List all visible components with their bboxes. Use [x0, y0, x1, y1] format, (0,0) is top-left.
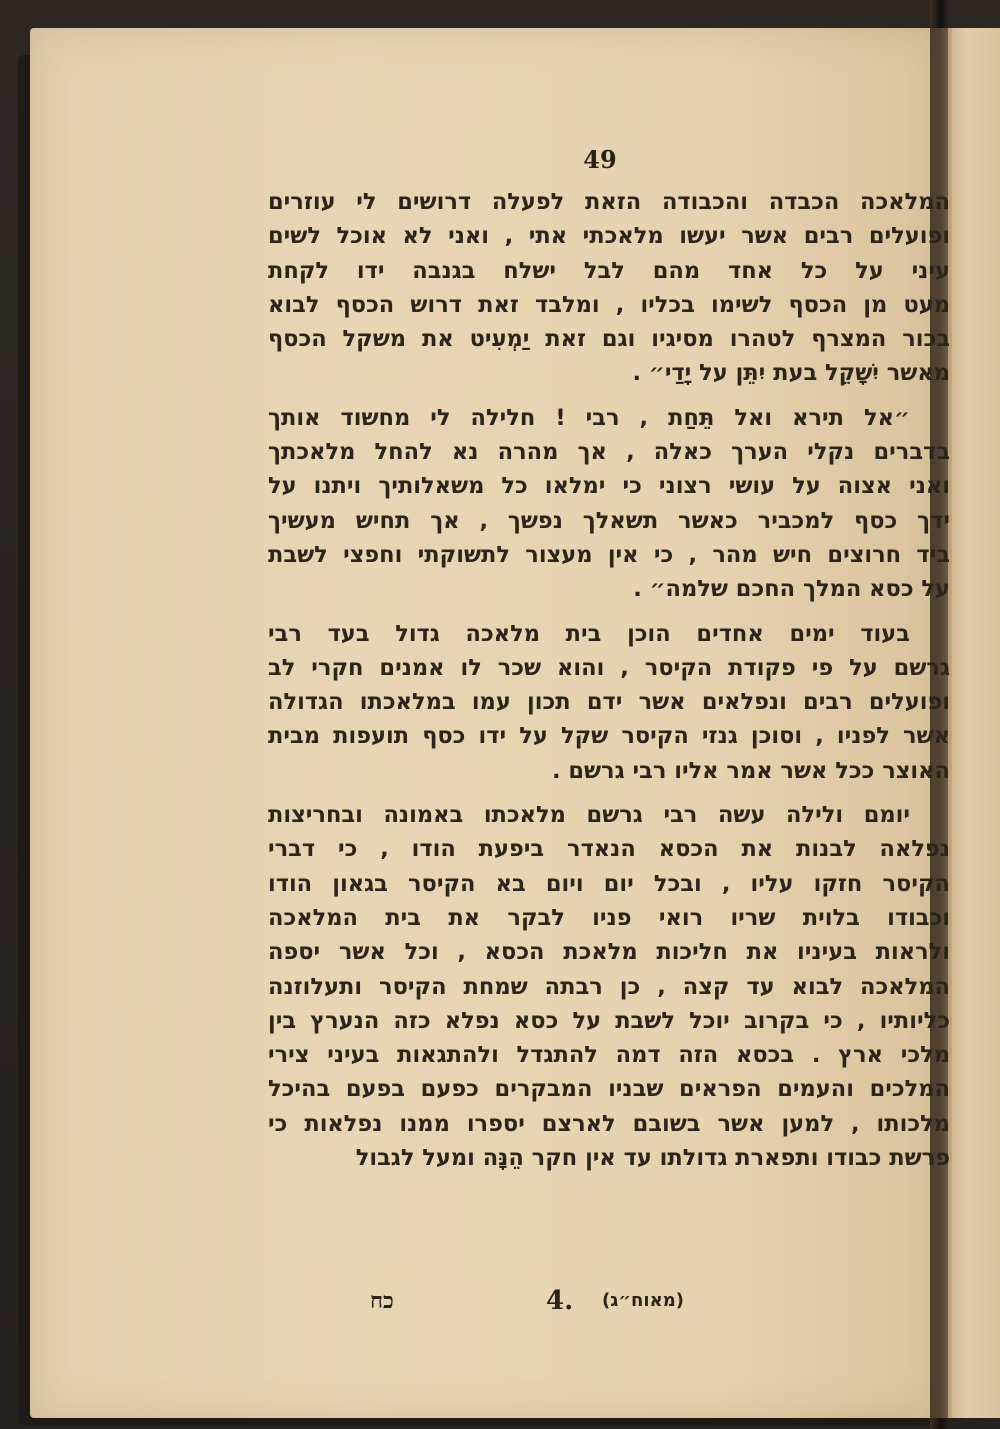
printer-code: (מאוח״ג) — [602, 1290, 684, 1311]
signature-mark: כח — [370, 1288, 394, 1314]
page-footer — [370, 1288, 700, 1318]
facing-page-edge — [946, 28, 1000, 1418]
paragraph-gap — [268, 788, 950, 798]
text-line: כליותיו , כי בקרוב יוכל לשבת על כסא נפלא כזה הנערץ בין — [268, 1007, 950, 1034]
text-line: גרשם על פי פקודת הקיסר , והוא שכר לו אמנים חקרי לב — [268, 654, 950, 681]
text-line: מלכי ארץ . בכסא הזה דמה להתגדל ולהתגאות בעיני צירי — [268, 1042, 950, 1069]
text-line: מלכותו , למען אשר בשובם לארצם יספרו ממנו נפלאות כי — [268, 1110, 950, 1137]
text-line: בעוד ימים אחדים הוכן בית מלאכה גדול בעד רבי — [268, 620, 910, 647]
text-line: ופועלים רבים אשר יעשו מלאכתי אתי , ואני לא אוכל לשים — [268, 223, 950, 250]
text-line: בכור המצרף לטהרו מסיגיו וגם זאת יַמְעִיט את משקל הכסף — [268, 326, 950, 353]
text-line: ולראות בעיניו את חליכות מלאכת הכסא , וכל אשר יספה — [268, 939, 950, 966]
paragraph — [268, 798, 950, 1175]
text-line: על כסא המלך החכם שלמה״ . — [633, 576, 950, 603]
paragraph — [268, 185, 950, 391]
text-line: המלאכה הכבדה והכבודה הזאת לפעלה דרושים לי עוזרים — [268, 189, 950, 215]
text-line: מעט מן הכסף לשימו בכליו , ומלבד זאת דרוש הכסף לבוא — [268, 291, 950, 318]
paragraph — [268, 401, 950, 607]
text-line: מאשר יִשָׁקֵל בעת יִתֵּן על יָדַי״ . — [632, 360, 950, 387]
text-line: המלכים והעמים הפראים שבניו המבקרים כפעם בפעם בהיכל — [268, 1076, 950, 1103]
text-line: הקיסר חזקו עליו , ובכל יום ויום בא הקיסר בגאון הודו — [268, 870, 950, 897]
paragraph — [268, 617, 950, 788]
text-line: ידך כסף למכביר כאשר תשאלך נפשך , אך תחיש מעשיך — [268, 507, 950, 534]
text-line: ביד חרוצים חיש מהר , כי אין מעצור לתשוקתי וחפצי לשבת — [268, 541, 950, 568]
body-text — [268, 185, 950, 1175]
paragraph-gap — [268, 391, 950, 401]
text-line: המלאכה לבוא עד קצה , כן רבתה שמחת הקיסר ותעלוזנה — [268, 973, 950, 1000]
text-line: ״אל תירא ואל תֵּחַת , רבי ! חלילה לי מחשוד אותך — [268, 404, 910, 431]
text-line: נפלאה לבנות את הכסא הנאדר ביפעת הודו , כי דברי — [268, 836, 950, 863]
text-line: ואני אצוה על עושי רצוני כי ימלאו כל משאלותיך ויתנו על — [268, 473, 950, 500]
text-line: האוצר ככל אשר אמר אליו רבי גרשם . — [551, 757, 950, 784]
signature-number: 4. — [546, 1286, 574, 1316]
text-line: ופועלים רבים ונפלאים אשר ידם תכון עמו במלאכתו הגדולה — [268, 689, 950, 716]
page-number: 49 — [583, 145, 617, 174]
paragraph-gap — [268, 607, 950, 617]
text-line: וכבודו בלוית שריו רואי פניו לבקר את בית המלאכה — [268, 904, 950, 931]
text-line: יומם ולילה עשה רבי גרשם מלאכתו באמונה ובחריצות — [268, 802, 910, 829]
text-line: אשר לפניו , וסוכן גנזי הקיסר שקל על ידו כסף תועפות מבית — [268, 723, 950, 750]
text-line: בדברים נקלי הערך כאלה , אך מהרה נא להחל מלאכתך — [268, 439, 950, 466]
text-line: פרשת כבודו ותפארת גדולתו עד אין חקר הֵנָּה ומעל לגבול — [355, 1145, 950, 1172]
text-line: עיני על כל אחד מהם לבל ישלח בגנבה ידו לקחת — [268, 257, 950, 284]
